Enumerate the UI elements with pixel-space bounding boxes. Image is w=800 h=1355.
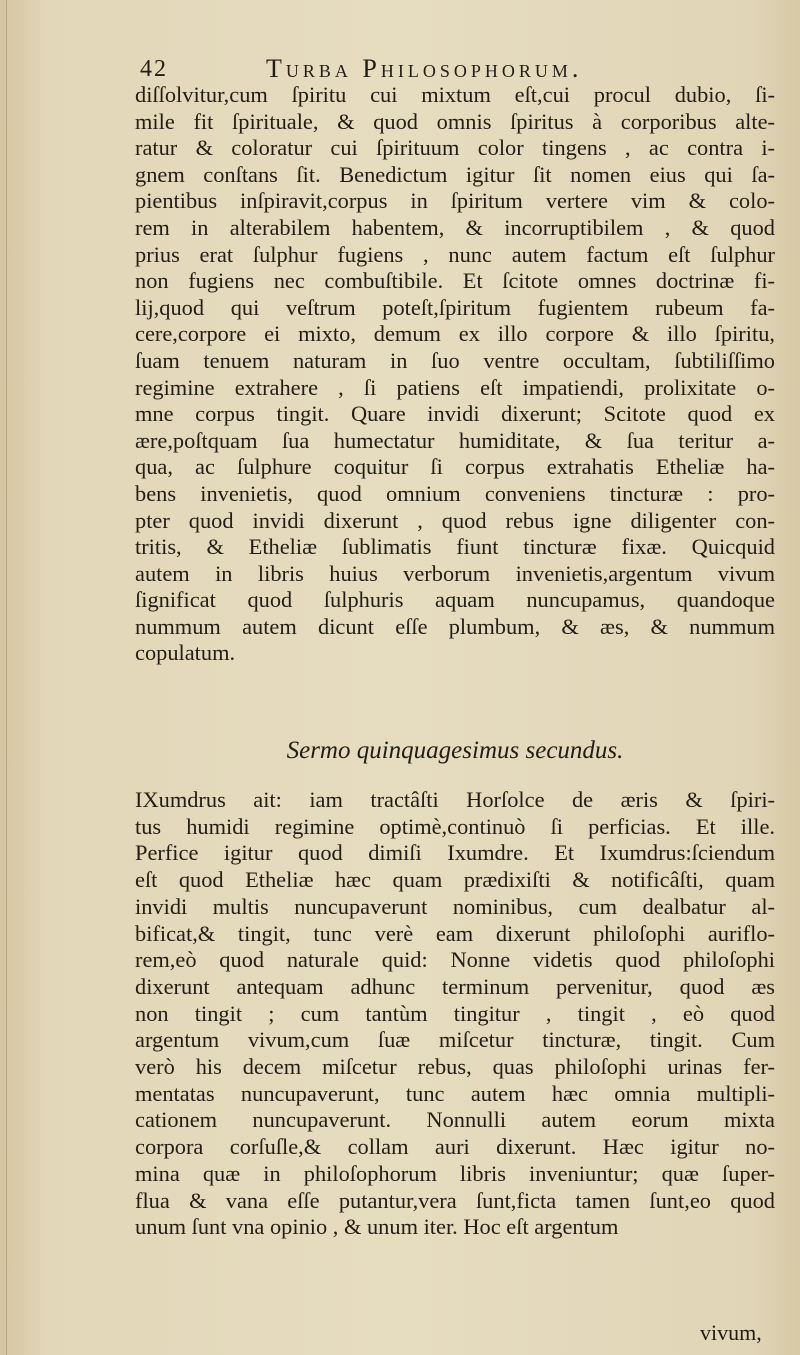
page-gutter-shadow — [6, 0, 7, 1355]
text-line: Perfice igitur quod dimiſi Ixumdre. Et Ixumdrus:ſciendum — [135, 840, 775, 866]
text-line: ſignificat quod ſulphuris aquam nuncupamus, quandoque — [135, 587, 775, 613]
page-number: 42 — [140, 56, 168, 82]
text-line: mina quæ in philoſophorum libris inveniuntur; quæ ſuper- — [135, 1160, 775, 1186]
text-line: cere,corpore ei mixto, demum ex illo corpore & illo ſpiritu, — [135, 321, 775, 347]
text-line: copulatum. — [135, 640, 236, 666]
text-line: bificat,& tingit, tunc verè eam dixerunt philoſophi auriflo- — [135, 920, 775, 946]
text-line: IXumdrus ait: iam tractâſti Horſolce de æris & ſpiri- — [135, 787, 775, 812]
text-line: unum ſunt vna opinio , & unum iter. Hoc eſt argentum — [135, 1214, 619, 1240]
text-line: mentatas nuncupaverunt, tunc autem hæc omnia multipli- — [135, 1080, 775, 1106]
text-line: argentum vivum,cum ſuæ miſcetur tincturæ, tingit. Cum — [135, 1027, 775, 1053]
text-line: non fugiens nec combuſtibile. Et ſcitote omnes doctrinæ fi- — [135, 268, 775, 294]
text-line: diſſolvitur,cum ſpiritu cui mixtum eſt,cui procul dubio, ſi- — [135, 82, 775, 107]
text-line: nummum autem dicunt eſſe plumbum, & æs, & nummum — [135, 613, 775, 639]
text-line: ſuam tenuem naturam in ſuo ventre occultam, ſubtiliſſimo — [135, 347, 775, 373]
text-line: corpora corſuſle,& collam auri dixerunt. Hæc igitur no- — [135, 1134, 775, 1160]
text-line: gnem conſtans ſit. Benedictum igitur ſit nomen eius qui ſa- — [135, 161, 775, 187]
body-text-section-2 — [135, 787, 775, 1241]
text-line: pter quod invidi dixerunt , quod rebus igne diligenter con- — [135, 507, 775, 533]
text-line: tus humidi regimine optimè,continuò ſi perficias. Et ille. — [135, 813, 775, 839]
section-heading: Sermo quinquagesimus secundus. — [286, 737, 624, 764]
text-line: ratur & coloratur cui ſpirituum color tingens , ac contra i- — [135, 135, 775, 161]
text-line: lij,quod qui veſtrum poteſt,ſpiritum fugientem rubeum fa- — [135, 294, 775, 320]
text-line: verò his decem miſcetur rebus, quas philoſophi urinas fer- — [135, 1054, 775, 1080]
text-line: mne corpus tingit. Quare invidi dixerunt; Scitote quod ex — [135, 401, 775, 427]
text-line: invidi multis nuncupaverunt nominibus, cum dealbatur al- — [135, 893, 775, 919]
text-line: rem in alterabilem habentem, & incorruptibilem , & quod — [135, 214, 775, 240]
text-line: cationem nuncupaverunt. Nonnulli autem eorum mixta — [135, 1107, 775, 1133]
text-line: rem,eò quod naturale quid: Nonne videtis quod philoſophi — [135, 947, 775, 973]
text-line: bens invenietis, quod omnium conveniens tincturæ : pro- — [135, 480, 775, 506]
text-line: dixerunt antequam adhunc terminum pervenitur, quod æs — [135, 973, 775, 999]
text-line: eſt quod Etheliæ hæc quam prædixiſti & notificâſti, quam — [135, 867, 775, 893]
catchword: vivum, — [700, 1320, 762, 1345]
text-line: regimine extrahere , ſi patiens eſt impatiendi, prolixitate o- — [135, 374, 775, 400]
text-line: qua, ac ſulphure coquitur ſi corpus extrahatis Etheliæ ha- — [135, 454, 775, 480]
text-line: ære,poſtquam ſua humectatur humiditate, & ſua teritur a- — [135, 427, 775, 453]
running-title: Turba Philosophorum. — [266, 54, 583, 83]
body-text-section-1 — [135, 82, 775, 667]
text-line: flua & vana eſſe putantur,vera ſunt,ficta tamen ſunt,eo quod — [135, 1187, 775, 1213]
text-line: mile fit ſpirituale, & quod omnis ſpiritus à corporibus alte- — [135, 108, 775, 134]
text-line: pientibus inſpiravit,corpus in ſpiritum vertere vim & colo- — [135, 188, 775, 214]
text-line: prius erat ſulphur fugiens , nunc autem factum eſt ſulphur — [135, 241, 775, 267]
text-line: tritis, & Etheliæ ſublimatis fiunt tincturæ fixæ. Quicquid — [135, 534, 775, 560]
text-line: autem in libris huius verborum invenietis,argentum vivum — [135, 560, 775, 586]
text-line: non tingit ; cum tantùm tingitur , tingit , eò quod — [135, 1000, 775, 1026]
